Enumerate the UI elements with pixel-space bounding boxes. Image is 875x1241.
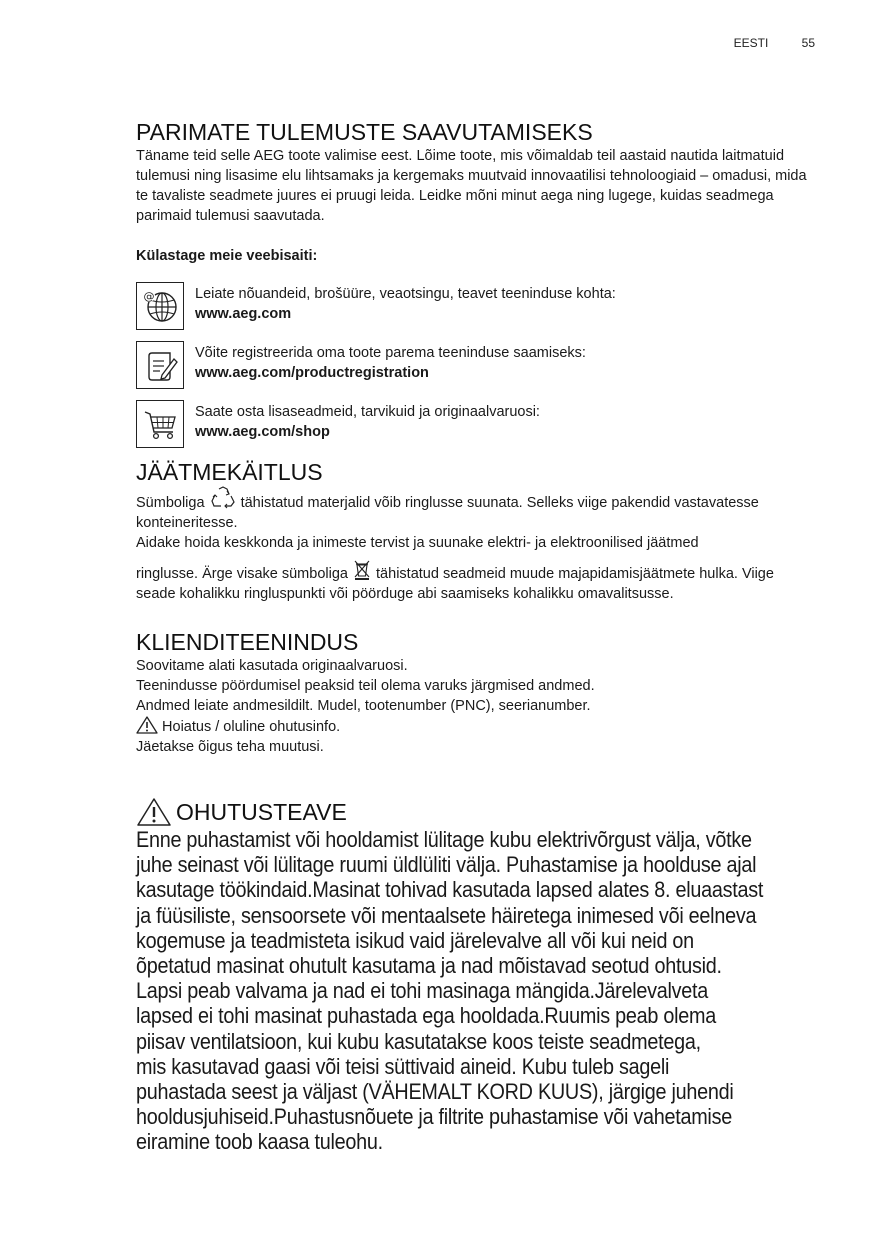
safety-title-row [136, 797, 816, 827]
safety-line: eiramine toob kaasa tuleohu. [136, 1129, 383, 1155]
safety-line: õpetatud masinat ohutult kasutama ja nad mõistavad seotud ohtusid. [136, 953, 722, 979]
globe-icon [136, 282, 184, 330]
website-links [136, 282, 816, 448]
safety-line: Lapsi peab valvama ja nad ei tohi masinaga mängida.Järelevalveta [136, 978, 708, 1004]
section-title-waste: JÄÄTMEKÄITLUS [136, 459, 323, 485]
safety-line: lapsed ei tohi masinat puhastada ega hooldada.Ruumis peab olema [136, 1003, 716, 1029]
link-text-block [195, 282, 616, 324]
page-header [704, 36, 815, 50]
safety-line: hooldusjuhiseid.Puhastusnõuete ja filtrite puhastamise või vahetamise [136, 1104, 732, 1130]
link-row-registration [136, 341, 816, 389]
service-warning-row [136, 716, 816, 737]
recycle-icon [209, 486, 237, 510]
safety-line: piisav ventilatsioon, kui kubu kasutatakse koos teiste seadmetega, [136, 1028, 701, 1054]
safety-line: juhe seinast või lülitage ruumi üldlüliti välja. Puhastamise ja hoolduse ajal [136, 852, 757, 878]
service-text-4: Hoiatus / oluline ohutusinfo. [162, 719, 341, 735]
section-title-best-results: PARIMATE TULEMUSTE SAAVUTAMISEKS [136, 119, 593, 145]
link-text-block [195, 400, 540, 442]
safety-line: kogemuse ja teadmisteta isikud vaid järelevalve all või kui neid on [136, 927, 694, 953]
waste-text-3a: ringlusse. Ärge visake sümboliga [136, 566, 348, 582]
safety-line: kasutage töökindaid.Masinat tohivad kasutada lapsed alates 8. eluaastast [136, 877, 764, 903]
link-row-shop [136, 400, 816, 448]
visit-label: Külastage meie veebisaiti: [136, 248, 318, 264]
waste-text-2: Aidake hoida keskkonda ja inimeste tervist ja suunake elektri- ja elektroonilised jäätmed [136, 535, 699, 551]
section-title-safety: OHUTUSTEAVE [176, 799, 347, 825]
service-text-1: Soovitame alati kasutada originaalvaruosi. [136, 658, 408, 674]
waste-text-1b: tähistatud materjalid võib ringlusse suunata. Selleks viige pakendid vastavatesse konteineritesse. [136, 495, 759, 531]
link-description: Leiate nõuandeid, brošüüre, veaotsingu, teavet teeninduse kohta: [195, 286, 616, 302]
link-url[interactable]: www.aeg.com/productregistration [195, 365, 429, 381]
safety-line: Enne puhastamist või hooldamist lülitage kubu elektrivõrgust välja, võtke [136, 827, 752, 852]
waste-paragraph [136, 486, 816, 533]
warning-icon [136, 716, 158, 734]
service-text-3: Andmed leiate andmesildilt. Mudel, tootenumber (PNC), seerianumber. [136, 698, 591, 714]
intro-paragraph: Täname teid selle AEG toote valimise eest. Lõime toote, mis võimaldab teil aastaid nautida laitmatuid tulemusi ning lisasime elu lihtsamaks ja kergemaks muutvaid innovaatilisi tehnoloogiaid – omadusi, mida te tavaliste seadmete juures ei pruugi leida. Leidke mõni minut aega ning lugege, kuidas seadmega parimaid tulemusi saavutada. [136, 148, 807, 224]
link-description: Võite registreerida oma toote parema teeninduse saamiseks: [195, 345, 586, 361]
safety-line: mis kasutavad gaasi või teisi süttivaid aineid. Kubu tuleb sageli [136, 1053, 670, 1079]
service-text-5: Jäetakse õigus teha muutusi. [136, 739, 324, 755]
document-body [136, 118, 816, 1155]
service-text-2: Teenindusse pöördumisel peaksid teil olema varuks järgmised andmed. [136, 678, 595, 694]
section-title-customer-service: KLIENDITEENINDUS [136, 629, 359, 655]
warning-icon [136, 797, 172, 827]
page-number: 55 [801, 36, 815, 50]
safety-line: puhastada seest ja väljast (VÄHEMALT KORD KUUS), järgige juhendi [136, 1079, 734, 1105]
crossed-bin-icon [352, 559, 372, 581]
language-label: EESTI [733, 36, 769, 50]
waste-text-3b: tähistatud seadmeid muude majapidamisjäätmete hulka. Viige seade kohalikku ringluspunkti või pöörduge abi saamiseks kohalikku omavalitsusse. [136, 566, 774, 602]
link-url[interactable]: www.aeg.com/shop [195, 424, 330, 440]
cart-icon [136, 400, 184, 448]
safety-paragraph [136, 827, 814, 1155]
link-description: Saate osta lisaseadmeid, tarvikuid ja originaalvaruosi: [195, 404, 540, 420]
svg-text:@: @ [143, 290, 155, 303]
safety-line: ja füüsiliste, sensoorsete või mentaalsete häiretega inimesed või eelneva [136, 902, 757, 928]
waste-paragraph-2 [136, 559, 816, 604]
link-url[interactable]: www.aeg.com [195, 306, 292, 322]
waste-text-1a: Sümboliga [136, 495, 205, 511]
link-row-support [136, 282, 816, 330]
link-text-block [195, 341, 586, 383]
registration-icon [136, 341, 184, 389]
